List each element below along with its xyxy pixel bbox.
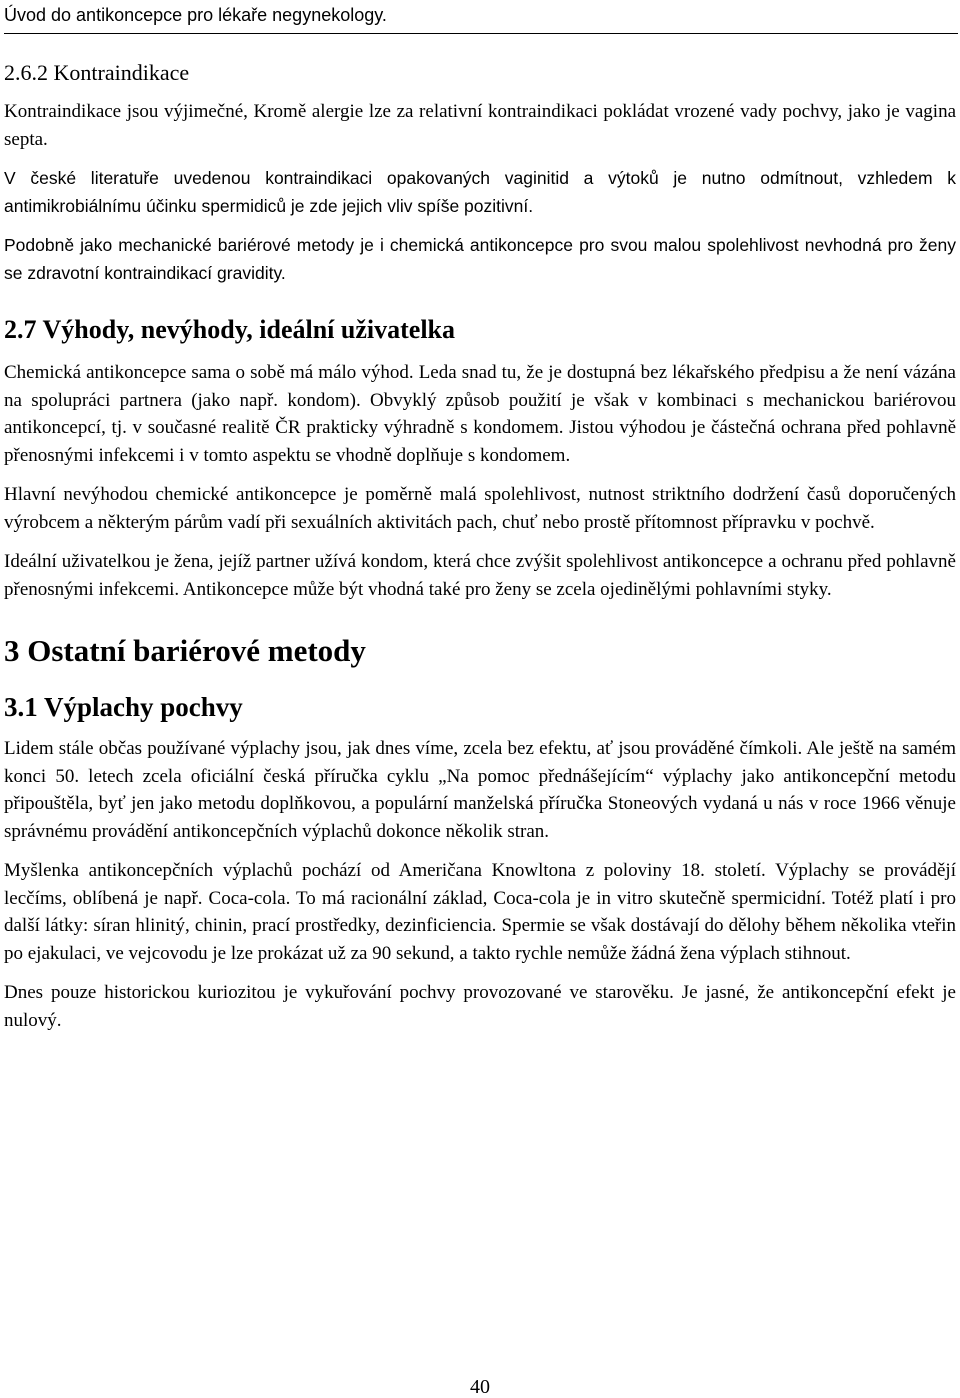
running-header: Úvod do antikoncepce pro lékaře negynekology. [4, 5, 387, 25]
paragraph: Hlavní nevýhodou chemické antikoncepce je poměrně malá spolehlivost, nutnost striktního dodržení časů doporučených výrobcem a některým párům vadí při sexuálních aktivitách pach, chuť nebo prostě přítomnost přípravku v pochvě. [4, 484, 956, 533]
paragraph: V české literatuře uvedenou kontraindikaci opakovaných vaginitid a výtoků je nutno odmítnout, vzhledem k antimikrobiálnímu účinku spermidiců je zde jejich vliv spíše pozitivní. [4, 168, 956, 216]
page-content [4, 58, 956, 1034]
heading-3: 3 Ostatní bariérové metody [4, 633, 366, 668]
heading-2-6-2: 2.6.2 Kontraindikace [4, 60, 190, 85]
heading-2-7: 2.7 Výhody, nevýhody, ideální uživatelka [4, 315, 456, 344]
heading-3-1: 3.1 Výplachy pochvy [4, 692, 243, 722]
paragraph: Chemická antikoncepce sama o sobě má málo výhod. Leda snad tu, že je dostupná bez lékařského předpisu a že není vázána na spolupráci partnera (jako např. kondom). Obvyklý způsob použití je však v kombinaci s mechanickou bariérovou antikoncepcí, tj. v současné realitě ČR prakticky výhradně s kondomem. Jistou výhodou je částečná ochrana před pohlavně přenosnými infekcemi i v tomto aspektu se vhodně doplňuje s kondomem. [4, 362, 956, 466]
page-number: 40 [470, 1376, 490, 1398]
paragraph: Podobně jako mechanické bariérové metody je i chemická antikoncepce pro svou malou spolehlivost nevhodná pro ženy se zdravotní kontraindikací gravidity. [4, 235, 956, 283]
paragraph: Ideální uživatelkou je žena, jejíž partner užívá kondom, která chce zvýšit spolehlivost antikoncepce a ochranu před pohlavně přenosnými infekcemi. Antikoncepce může být vhodná také pro ženy se zcela ojedinělými pohlavními styky. [4, 551, 956, 600]
paragraph: Lidem stále občas používané výplachy jsou, jak dnes víme, zcela bez efektu, ať jsou prováděné čímkoli. Ale ještě na samém konci 50. letech zcela oficiální česká příručka cyklu „Na pomoc přednášejícím“ výplachy jako antikoncepční metodu připouštěla, byť jen jako metodu doplňkovou, a populární manželská příručka Stoneových vydaná u nás v roce 1966 věnuje správnému provádění antikoncepčních výplachů dokonce několik stran. [4, 738, 956, 842]
header-divider [4, 33, 958, 34]
paragraph: Myšlenka antikoncepčních výplachů pochází od Američana Knowltona z poloviny 18. století. Výplachy se provádějí lecčíms, oblíbená je např. Coca-cola. To má racionální základ, Coca-cola je in vitro skutečně spermicidní. Totéž platí i pro další látky: síran hlinitý, chinin, prací prostředky, dezinficiencia. Spermie se však dostávají do dělohy během několika vteřin po ejakulaci, ve vejcovodu je lze prokázat už za 90 sekund, a takto rychle nemůže žádná žena výplach stihnout. [4, 860, 956, 964]
paragraph: Kontraindikace jsou výjimečné, Kromě alergie lze za relativní kontraindikaci pokládat vrozené vady pochvy, jako je vagina septa. [4, 101, 956, 150]
paragraph: Dnes pouze historickou kuriozitou je vykuřování pochvy provozované ve starověku. Je jasné, že antikoncepční efekt je nulový. [4, 982, 956, 1031]
